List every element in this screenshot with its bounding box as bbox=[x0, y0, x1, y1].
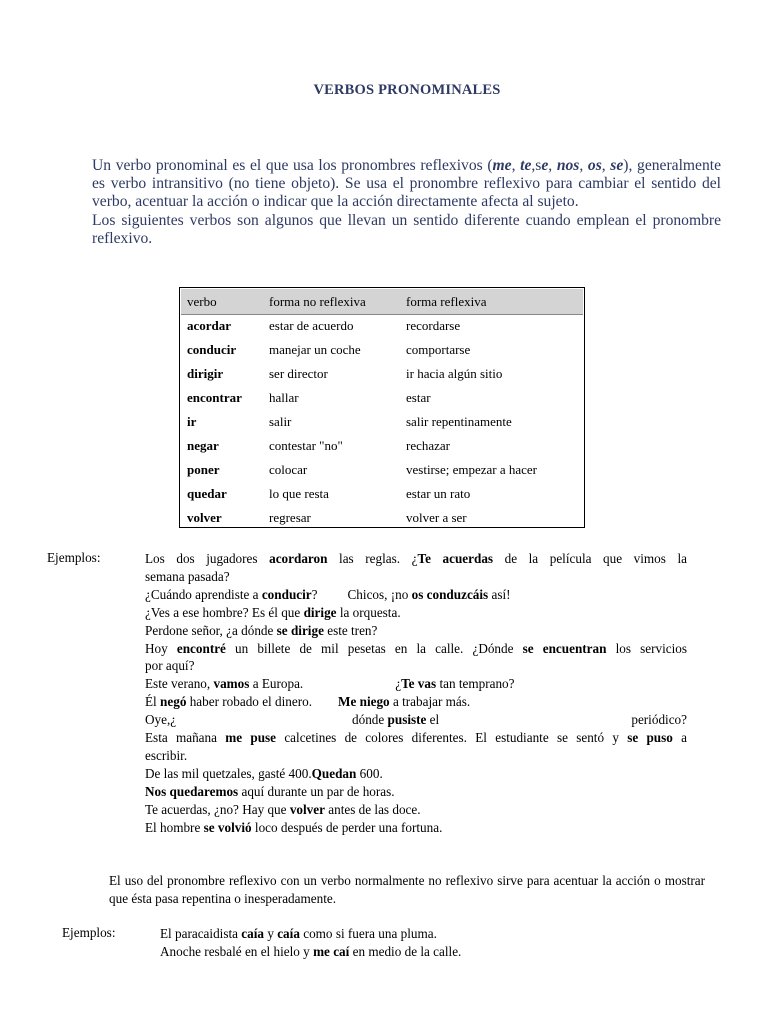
non-reflexive-cell: salir bbox=[269, 414, 292, 429]
example-line: Te acuerdas, ¿no? Hay que volver antes de las doce. bbox=[145, 801, 421, 817]
non-reflexive-cell: ser director bbox=[269, 366, 328, 381]
example-line: Oye,¿ dónde pusiste el periódico? bbox=[145, 712, 687, 728]
examples2-list bbox=[160, 925, 660, 961]
verb-cell: encontrar bbox=[187, 390, 242, 405]
example-line: De las mil quetzales, gasté 400.Quedan 600. bbox=[145, 765, 383, 781]
table-header bbox=[181, 289, 583, 315]
header-reflexiva: forma reflexiva bbox=[406, 294, 487, 309]
verb-cell: conducir bbox=[187, 342, 237, 357]
header-verbo: verbo bbox=[187, 294, 217, 309]
table-row bbox=[181, 438, 583, 462]
non-reflexive-cell: regresar bbox=[269, 510, 311, 525]
intro-text bbox=[92, 157, 721, 248]
reflexive-cell: ir hacia algún sitio bbox=[406, 366, 503, 381]
page-title: VERBOS PRONOMINALES bbox=[313, 82, 501, 98]
verb-cell: volver bbox=[187, 510, 222, 525]
example-line: Anoche resbalé en el hielo y me caí en medio de la calle. bbox=[160, 943, 462, 959]
table-row bbox=[181, 366, 583, 390]
reflexive-cell: salir repentinamente bbox=[406, 414, 512, 429]
verb-cell: negar bbox=[187, 438, 219, 453]
example-line: ¿Cuándo aprendiste a conducir? Chicos, ¡no os conduzcáis así! bbox=[145, 586, 511, 602]
reflexive-cell: vestirse; empezar a hacer bbox=[406, 462, 538, 477]
note-paragraph: El uso del pronombre reflexivo con un verbo normalmente no reflexivo sirve para acentuar la acción o mostrar que ésta pasa repentina o inesperadamente. bbox=[109, 873, 705, 906]
verb-table bbox=[179, 287, 585, 528]
table-row bbox=[181, 390, 583, 414]
non-reflexive-cell: colocar bbox=[269, 462, 308, 477]
example-line: por aquí? bbox=[145, 658, 195, 674]
example-line: semana pasada? bbox=[145, 568, 230, 584]
non-reflexive-cell: contestar "no" bbox=[269, 438, 343, 453]
table-row bbox=[181, 342, 583, 366]
reflexive-cell: estar un rato bbox=[406, 486, 471, 501]
non-reflexive-cell: estar de acuerdo bbox=[269, 318, 354, 333]
table-row bbox=[181, 510, 583, 534]
verb-cell: dirigir bbox=[187, 366, 224, 381]
examples2-label: Ejemplos: bbox=[62, 925, 116, 940]
example-line: Esta mañana me puse calcetines de colores diferentes. El estudiante se sentó y se puso a bbox=[145, 730, 687, 746]
non-reflexive-cell: lo que resta bbox=[269, 486, 329, 501]
reflexive-cell: volver a ser bbox=[406, 510, 467, 525]
verb-cell: poner bbox=[187, 462, 220, 477]
example-line: Perdone señor, ¿a dónde se dirige este tren? bbox=[145, 622, 378, 638]
header-no-reflexiva: forma no reflexiva bbox=[269, 294, 366, 309]
intro-paragraph-1: Un verbo pronominal es el que usa los pronombres reflexivos (me, te,se, nos, os, se), generalmente es verbo intransitivo (no tiene objeto). Se usa el pronombre reflexivo para cambiar el sentido del verbo, acentuar la acción o indicar que la acción directamente afecta al sujeto. bbox=[92, 157, 722, 211]
example-line: El paracaidista caía y caía como si fuera una pluma. bbox=[160, 926, 437, 941]
non-reflexive-cell: hallar bbox=[269, 390, 299, 405]
example-line: El hombre se volvió loco después de perder una fortuna. bbox=[145, 819, 443, 835]
example-line: Los dos jugadores acordaron las reglas. ¿Te acuerdas de la película que vimos la bbox=[145, 551, 687, 566]
verb-cell: quedar bbox=[187, 486, 227, 501]
reflexive-cell: estar bbox=[406, 390, 431, 405]
example-line: ¿Ves a ese hombre? Es él que dirige la orquesta. bbox=[145, 604, 401, 620]
verb-cell: ir bbox=[187, 414, 197, 429]
example-line: Hoy encontré un billete de mil pesetas en la calle. ¿Dónde se encuentran los servicios bbox=[145, 640, 687, 656]
reflexive-cell: recordarse bbox=[406, 318, 461, 333]
example-line: Este verano, vamos a Europa. ¿Te vas tan temprano? bbox=[145, 676, 515, 692]
example-line: escribir. bbox=[145, 747, 188, 763]
reflexive-cell: comportarse bbox=[406, 342, 471, 357]
examples-label: Ejemplos: bbox=[47, 550, 101, 565]
reflexive-cell: rechazar bbox=[406, 438, 451, 453]
table-row bbox=[181, 462, 583, 486]
intro-paragraph-2: Los siguientes verbos son algunos que llevan un sentido diferente cuando emplean el pronombre reflexivo. bbox=[92, 211, 721, 247]
table-row bbox=[181, 318, 583, 342]
examples-list bbox=[145, 550, 687, 836]
example-line: Nos quedaremos aquí durante un par de horas. bbox=[145, 783, 395, 799]
verb-cell: acordar bbox=[187, 318, 232, 333]
table-row bbox=[181, 414, 583, 438]
table-row bbox=[181, 486, 583, 510]
example-line: Él negó haber robado el dinero. Me niego a trabajar más. bbox=[145, 694, 471, 710]
non-reflexive-cell: manejar un coche bbox=[269, 342, 361, 357]
